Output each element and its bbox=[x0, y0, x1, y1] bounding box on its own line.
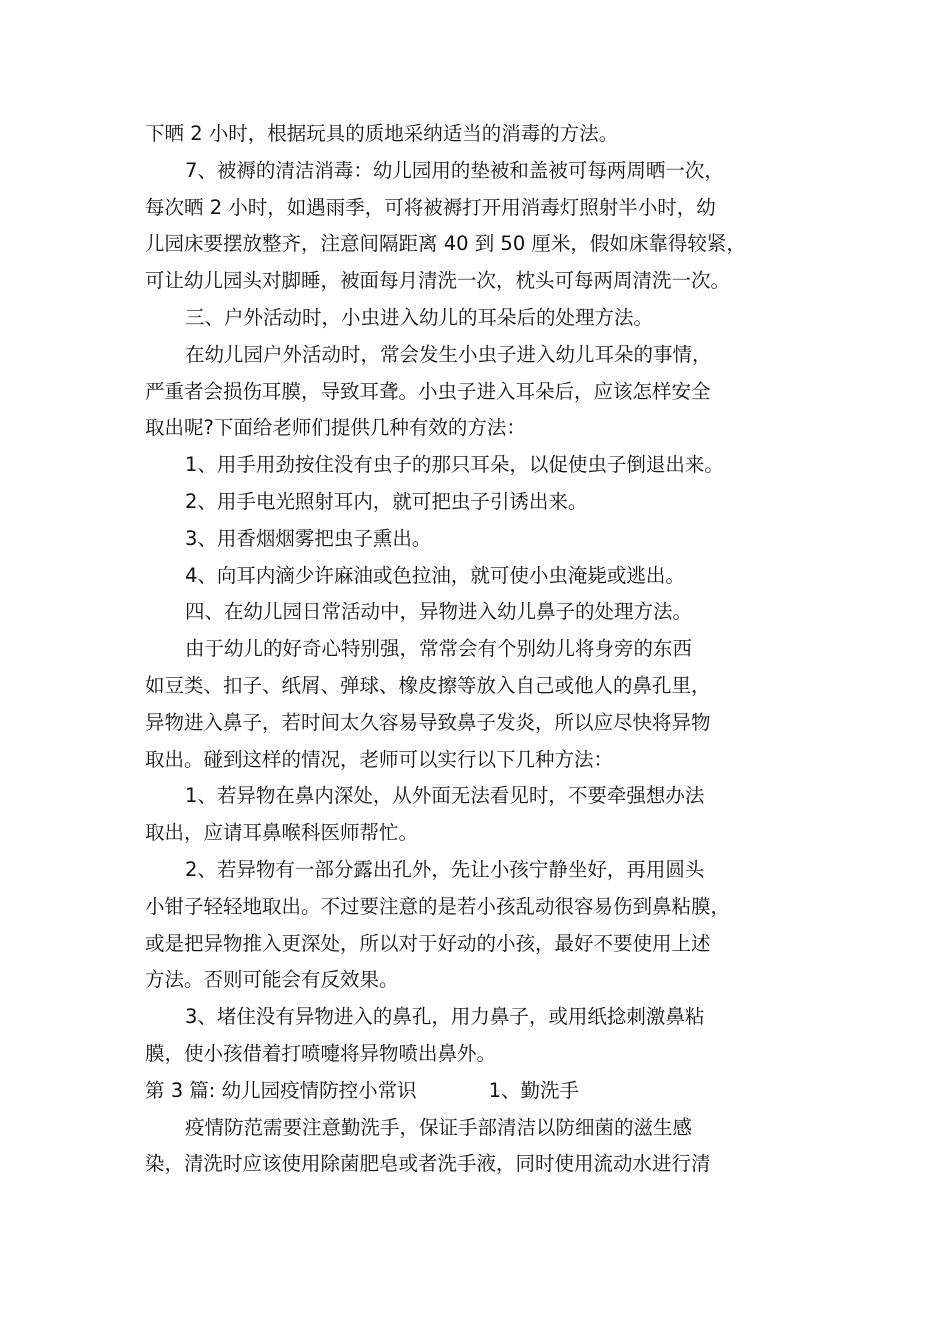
text-line: 儿园床要摆放整齐，注意间隔距离 40 到 50 厘米，假如床靠得较紧， bbox=[145, 232, 746, 256]
paragraph-block bbox=[145, 1110, 825, 1184]
text-line: 7、被褥的清洁消毒：幼儿园用的垫被和盖被可每两周晒一次， bbox=[185, 158, 724, 182]
document-body bbox=[145, 116, 825, 1183]
text-line: 2、若异物有一部分露出孔外，先让小孩宁静坐好，再用圆头 bbox=[185, 857, 705, 881]
text-line: 4、向耳内滴少许麻油或色拉油，就可使小虫淹毙或逃出。 bbox=[185, 563, 685, 587]
text-line: 小钳子轻轻地取出。不过要注意的是若小孩乱动很容易伤到鼻粘膜， bbox=[145, 894, 731, 918]
section-first-item: 1、勤洗手 bbox=[488, 1078, 579, 1102]
text-line: 每次晒 2 小时，如遇雨季，可将被褥打开用消毒灯照射半小时，幼 bbox=[145, 195, 716, 219]
heading-spacer bbox=[417, 1073, 489, 1110]
text-line: 异物进入鼻子，若时间太久容易导致鼻子发炎，所以应尽快将异物 bbox=[145, 710, 711, 734]
text-line: 1、用手用劲按住没有虫子的那只耳朵，以促使虫子倒退出来。 bbox=[185, 453, 724, 477]
section-heading bbox=[145, 1073, 825, 1110]
text-line: 取出。碰到这样的情况，老师可以实行以下几种方法： bbox=[145, 747, 614, 771]
text-line: 方法。否则可能会有反效果。 bbox=[145, 968, 399, 992]
text-line: 三、户外活动时，小虫进入幼儿的耳朵后的处理方法。 bbox=[185, 305, 654, 329]
text-line: 膜，使小孩借着打喷嚏将异物喷出鼻外。 bbox=[145, 1041, 497, 1065]
text-line: 3、用香烟烟雾把虫子熏出。 bbox=[185, 526, 432, 550]
text-line: 疫情防范需要注意勤洗手，保证手部清洁以防细菌的滋生感 bbox=[185, 1115, 693, 1139]
text-line: 可让幼儿园头对脚睡，被面每月清洗一次，枕头可每两周清洗一次。 bbox=[145, 269, 731, 293]
text-line: 下晒 2 小时，根据玩具的质地采纳适当的消毒的方法。 bbox=[145, 122, 619, 145]
text-line: 在幼儿园户外活动时，常会发生小虫子进入幼儿耳朵的事情， bbox=[185, 342, 712, 366]
text-line: 由于幼儿的好奇心特别强，常常会有个别幼儿将身旁的东西 bbox=[185, 637, 693, 661]
text-line: 2、用手电光照射耳内，就可把虫子引诱出来。 bbox=[185, 489, 588, 513]
text-line: 或是把异物推入更深处，所以对于好动的小孩，最好不要使用上述 bbox=[145, 931, 711, 955]
paragraph-block bbox=[145, 116, 825, 1073]
text-line: 3、堵住没有异物进入的鼻孔，用力鼻子，或用纸捻刺激鼻粘 bbox=[185, 1005, 705, 1029]
text-line: 如豆类、扣子、纸屑、弹球、橡皮擦等放入自己或他人的鼻孔里， bbox=[145, 673, 711, 697]
section-title: 第 3 篇: 幼儿园疫情防控小常识 bbox=[145, 1078, 417, 1102]
text-line: 1、若异物在鼻内深处，从外面无法看见时，不要牵强想办法 bbox=[185, 784, 705, 808]
text-line: 四、在幼儿园日常活动中，异物进入幼儿鼻子的处理方法。 bbox=[185, 600, 693, 624]
text-line: 严重者会损伤耳膜，导致耳聋。小虫子进入耳朵后，应该怎样安全 bbox=[145, 379, 711, 403]
text-line: 取出呢?下面给老师们提供几种有效的方法： bbox=[145, 416, 526, 440]
text-line: 取出，应请耳鼻喉科医师帮忙。 bbox=[145, 821, 419, 845]
text-line: 染，清洗时应该使用除菌肥皂或者洗手液，同时使用流动水进行清 bbox=[145, 1152, 711, 1176]
